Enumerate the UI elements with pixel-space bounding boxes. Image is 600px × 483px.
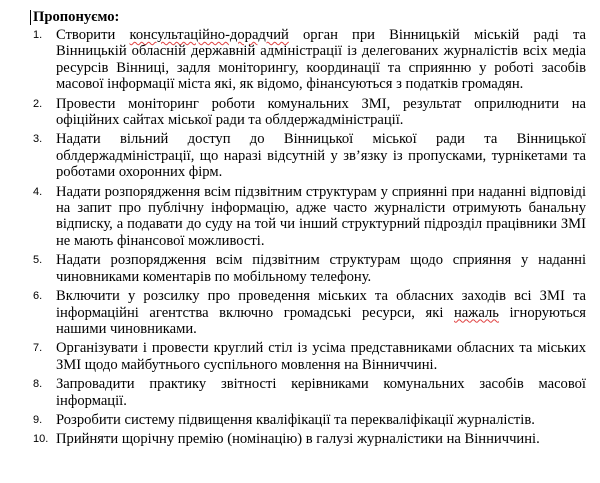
list-item-text: Включити у розсилку про проведення міських та обласних заходів всі ЗМІ та інформаційні агентства включно громадські ресурси, які нажаль ігноруються нашими чиновниками.	[56, 288, 586, 337]
list-item-text: Провести моніторинг роботи комунальних ЗМІ, результат оприлюднити на офіційних сайтах міської ради та облдержадміністрації.	[56, 95, 586, 129]
list-item-text: Прийняти щорічну премію (номінацію) в галузі журналістики на Вінниччині.	[56, 431, 540, 448]
list-item-number: 4.	[33, 185, 43, 198]
list-item	[33, 131, 586, 180]
list-item	[33, 412, 586, 428]
spellcheck-flagged-word[interactable]: консультаційно-дорадчий	[129, 27, 289, 43]
list-item-number: 7.	[33, 342, 43, 355]
list-item	[33, 96, 586, 129]
list-item-text: Створити консультаційно-дорадчий орган при Вінницькій міській раді та Вінницькій обласній державній адміністрації із делегованих журналістів всіх медіа ресурсів Вінниці, задля моніторингу, координації та сприянню у роботі засобів масової інформації міста які, як відомо, фінансуються з податків громадян.	[56, 27, 586, 93]
list-item-text: Запровадити практику звітності керівниками комунальних засобів масової інформації.	[56, 376, 586, 409]
document-heading	[33, 9, 586, 26]
list-item-number: 3.	[33, 133, 43, 146]
list-item	[33, 431, 586, 447]
heading-text: Пропонуємо:	[33, 9, 120, 25]
list-item-text: Надати вільний доступ до Вінницької міської ради та Вінницької облдержадміністрації, що наразі відсутній у зв’язку із пропусками, турнікетами та роботами охоронних фірм.	[56, 131, 586, 181]
text-cursor	[30, 10, 31, 25]
proposals-list	[33, 27, 586, 448]
list-item	[33, 184, 586, 250]
list-item	[33, 27, 586, 93]
list-item-text: Розробити систему підвищення кваліфікації та перекваліфікації журналістів.	[56, 411, 535, 428]
list-item-number: 10.	[33, 433, 49, 446]
list-item-number: 6.	[33, 290, 43, 303]
list-item-number: 9.	[33, 413, 43, 426]
list-item-number: 2.	[33, 97, 43, 110]
list-item-number: 8.	[33, 378, 43, 391]
list-item-number: 5.	[33, 254, 43, 267]
list-item-text: Організувати і провести круглий стіл із усіма представниками обласних та міських ЗМІ щодо майбутнього суспільного мовлення на Вінниччині.	[56, 340, 586, 373]
list-item	[33, 288, 586, 337]
list-item	[33, 376, 586, 409]
list-item-number: 1.	[33, 29, 43, 41]
list-item	[33, 252, 586, 285]
list-item-text: Надати розпорядження всім підзвітним структурам у сприянні при наданні відповіді на запит про публічну інформацію, адже часто журналісти отримують банальну відписку, а подавати до суду на той чи інший структурний підрозділ працівники ЗМІ не мають фінансової можливості.	[56, 183, 586, 249]
list-item-text: Надати розпорядження всім підзвітним структурам щодо сприяння у наданні чиновниками коментарів по мобільному телефону.	[56, 252, 586, 285]
list-item	[33, 340, 586, 373]
spellcheck-flagged-word[interactable]: нажаль	[454, 304, 499, 321]
